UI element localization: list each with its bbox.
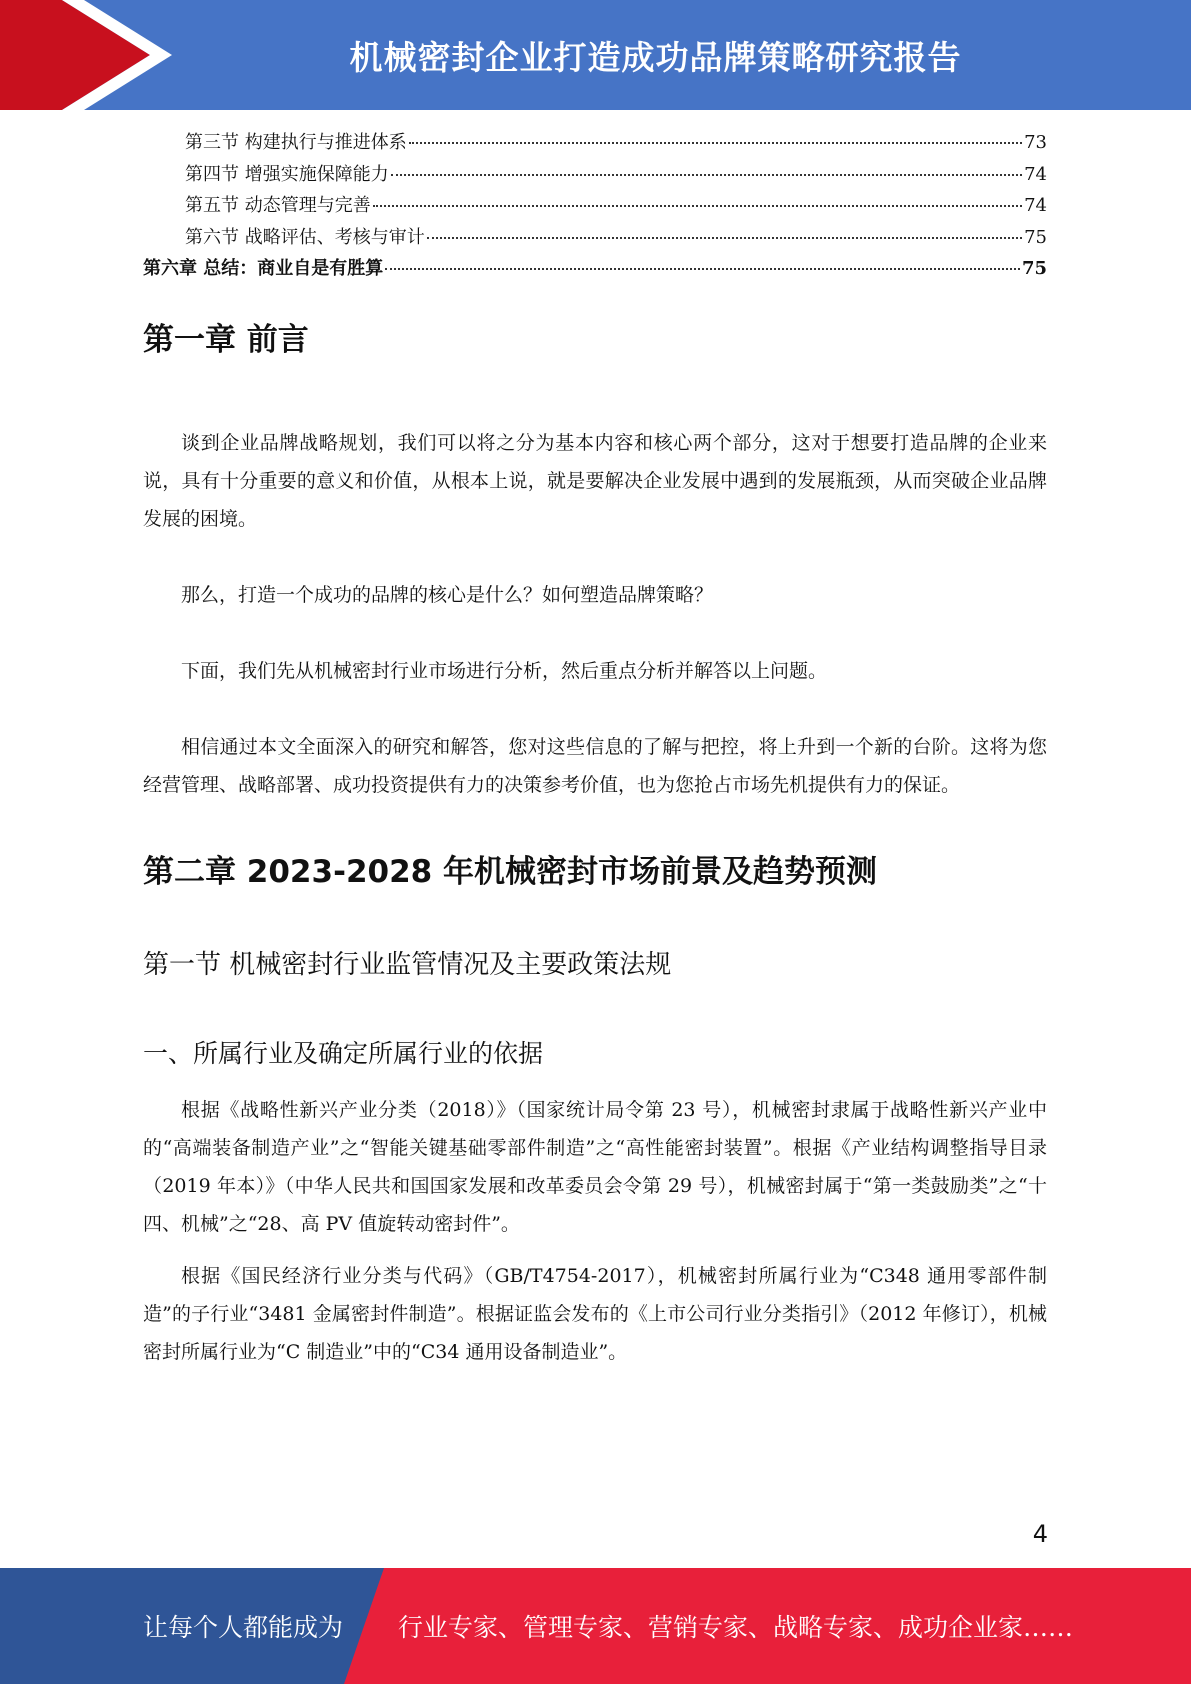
toc-entry-page: 73 (1024, 132, 1047, 153)
toc-entry-label: 第六节 战略评估、考核与审计 (185, 226, 425, 248)
toc-entry-chapter[interactable] (143, 254, 1047, 286)
section-heading: 第一节 机械密封行业监管情况及主要政策法规 (143, 949, 672, 980)
report-title: 机械密封企业打造成功品牌策略研究报告 (349, 37, 962, 77)
footer-slogan-right: 行业专家、管理专家、营销专家、战略专家、成功企业家…… (398, 1613, 1074, 1642)
toc-entry[interactable] (143, 160, 1047, 192)
toc-leader-dots (373, 205, 1022, 207)
toc-leader-dots (385, 268, 1020, 270)
subsection-heading: 一、所属行业及确定所属行业的依据 (143, 1039, 544, 1069)
toc-entry[interactable] (143, 223, 1047, 255)
document-body (143, 320, 1047, 1371)
page-number: 4 (1032, 1520, 1048, 1548)
toc-entry-page: 75 (1024, 226, 1047, 248)
footer-slogan-left: 让每个人都能成为 (143, 1613, 344, 1642)
toc-leader-dots (409, 142, 1022, 144)
toc-entry-label: 第五节 动态管理与完善 (185, 195, 371, 216)
toc-leader-dots (391, 174, 1022, 176)
chapter-1-heading: 第一章 前言 (143, 322, 309, 358)
toc-entry[interactable] (143, 191, 1047, 223)
toc-entry-label: 第六章 总结：商业自是有胜算 (143, 258, 384, 279)
toc-entry[interactable] (143, 128, 1047, 160)
toc-leader-dots (427, 237, 1022, 239)
body-paragraph: 谈到企业品牌战略规划，我们可以将之分为基本内容和核心两个部分，这对于想要打造品牌的企业来说，具有十分重要的意义和价值，从根本上说，就是要解决企业发展中遇到的发展瓶颈，从而突破企业品牌发展的困境。 (143, 432, 1047, 531)
body-paragraph: 下面，我们先从机械密封行业市场进行分析，然后重点分析并解答以上问题。 (181, 660, 828, 683)
toc-entry-page: 74 (1024, 195, 1047, 216)
page-header (0, 0, 1191, 110)
toc-entry-label: 第三节 构建执行与推进体系 (185, 132, 407, 153)
body-paragraph: 相信通过本文全面深入的研究和解答，您对这些信息的了解与把控，将上升到一个新的台阶。这将为您经营管理、战略部署、成功投资提供有力的决策参考价值，也为您抢占市场先机提供有力的保证。 (143, 736, 1047, 797)
page-footer (0, 1568, 1191, 1684)
body-paragraph: 根据《战略性新兴产业分类（2018）》（国家统计局令第 23 号），机械密封隶属于战略性新兴产业中的“高端装备制造产业”之“智能关键基础零部件制造”之“高性能密封装置”。根据《产业结构调整指导目录（2019 年本）》（中华人民共和国国家发展和改革委员会令第 29 号），机械密封属于“第一类鼓励类”之“十四、机械”之“28、高 PV 值旋转动密封件”。 (143, 1098, 1047, 1235)
toc-entry-label: 第四节 增强实施保障能力 (185, 163, 389, 185)
toc-entry-page: 74 (1024, 163, 1047, 185)
table-of-contents (143, 128, 1047, 286)
toc-entry-page: 75 (1021, 258, 1047, 279)
chapter-2-heading: 第二章 2023-2028 年机械密封市场前景及趋势预测 (143, 854, 878, 891)
body-paragraph: 根据《国民经济行业分类与代码》（GB/T4754-2017），机械密封所属行业为“C348 通用零部件制造”的子行业“3481 金属密封件制造”。根据证监会发布的《上市公司行业分类指引》（2012 年修订），机械密封所属行业为“C 制造业”中的“C34 通用设备制造业”。 (143, 1264, 1047, 1363)
body-paragraph: 那么，打造一个成功的品牌的核心是什么？如何塑造品牌策略？ (181, 584, 714, 607)
